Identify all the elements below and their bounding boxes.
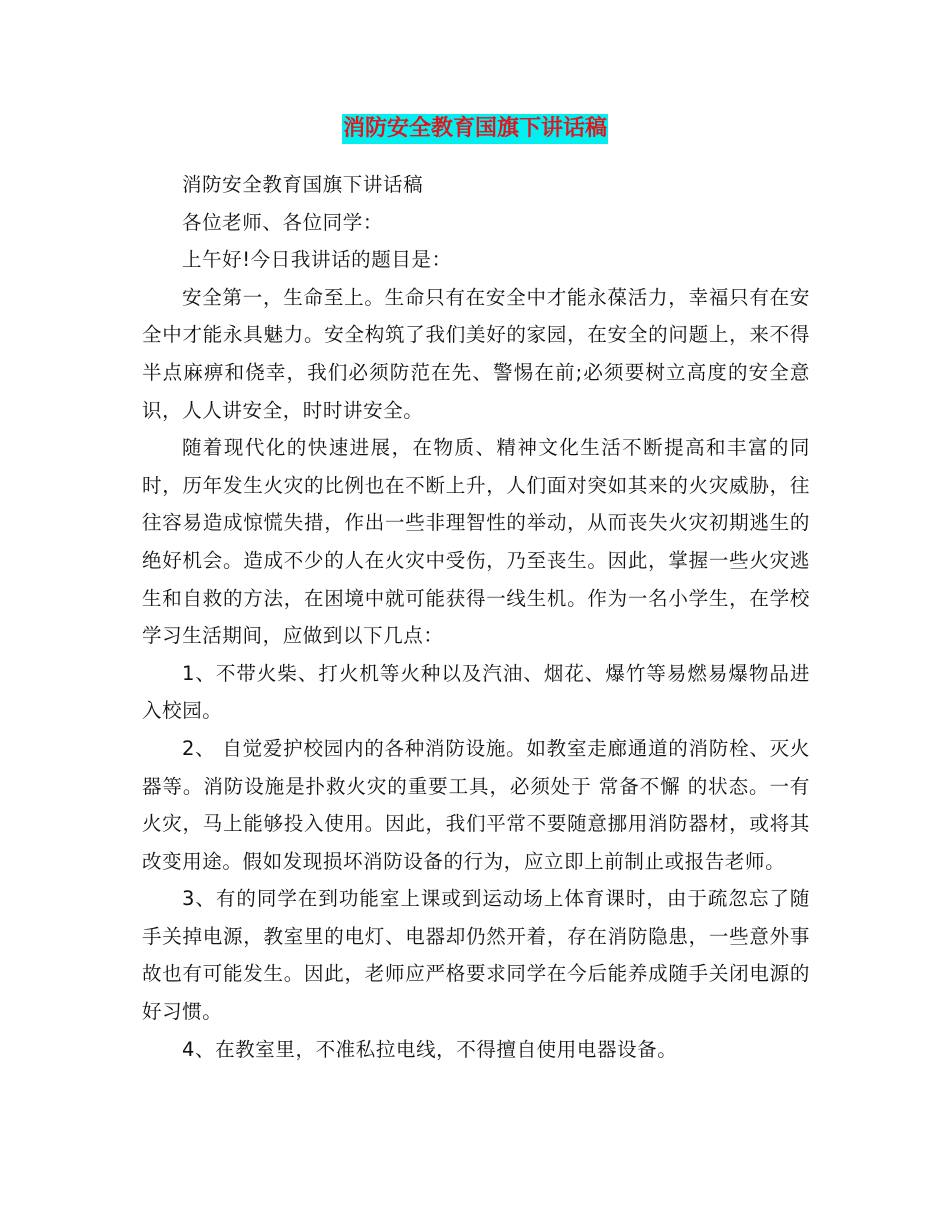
document-title: 消防安全教育国旗下讲话稿 [342,114,608,144]
paragraph-safety-first: 安全第一，生命至上。生命只有在安全中才能永葆活力，幸福只有在安全中才能永具魅力。安全构筑了我们美好的家园，在安全的问题上，来不得半点麻痹和侥幸，我们必须防范在先、警惕在前;必须要树立高度的安全意识，人人讲安全，时时讲安全。 [142,285,810,422]
paragraph-heading-repeat: 消防安全教育国旗下讲话稿 [181,173,424,196]
paragraph-point-2: 2、 自觉爱护校园内的各种消防设施。如教室走廊通道的消防栓、灭火器等。消防设施是扑救火灾的重要工具，必须处于 常备不懈 的状态。一有火灾，马上能够投入使用。因此，我们平常不要随意挪用消防器材，或将其改变用途。假如发现损坏消防设备的行为，应立即上前制止或报告老师。 [142,736,810,873]
paragraph-opening: 上午好!今日我讲话的题目是： [181,248,452,272]
paragraph-fire-background: 随着现代化的快速进展，在物质、精神文化生活不断提高和丰富的同时，历年发生火灾的比例也在不断上升，人们面对突如其来的火灾威胁，往往容易造成惊慌失措，作出一些非理智性的举动，从而丧失火灾初期逃生的绝好机会。造成不少的人在火灾中受伤，乃至丧生。因此，掌握一些火灾逃生和自救的方法，在困境中就可能获得一线生机。作为一名小学生，在学校学习生活期间，应做到以下几点： [142,436,810,648]
document-body [142,166,810,1068]
title-container [0,114,950,144]
paragraph-greeting: 各位老师、各位同学： [181,210,383,234]
paragraph-point-1: 1、不带火柴、打火机等火种以及汽油、烟花、爆竹等易燃易爆物品进入校园。 [142,661,810,723]
paragraph-point-3: 3、有的同学在到功能室上课或到运动场上体育课时，由于疏忽忘了随手关掉电源，教室里的电灯、电器却仍然开着，存在消防隐患，一些意外事故也有可能发生。因此，老师应严格要求同学在今后能养成随手关闭电源的好习惯。 [142,887,810,1024]
paragraph-point-4: 4、在教室里，不准私拉电线，不得擅自使用电器设备。 [181,1037,678,1061]
